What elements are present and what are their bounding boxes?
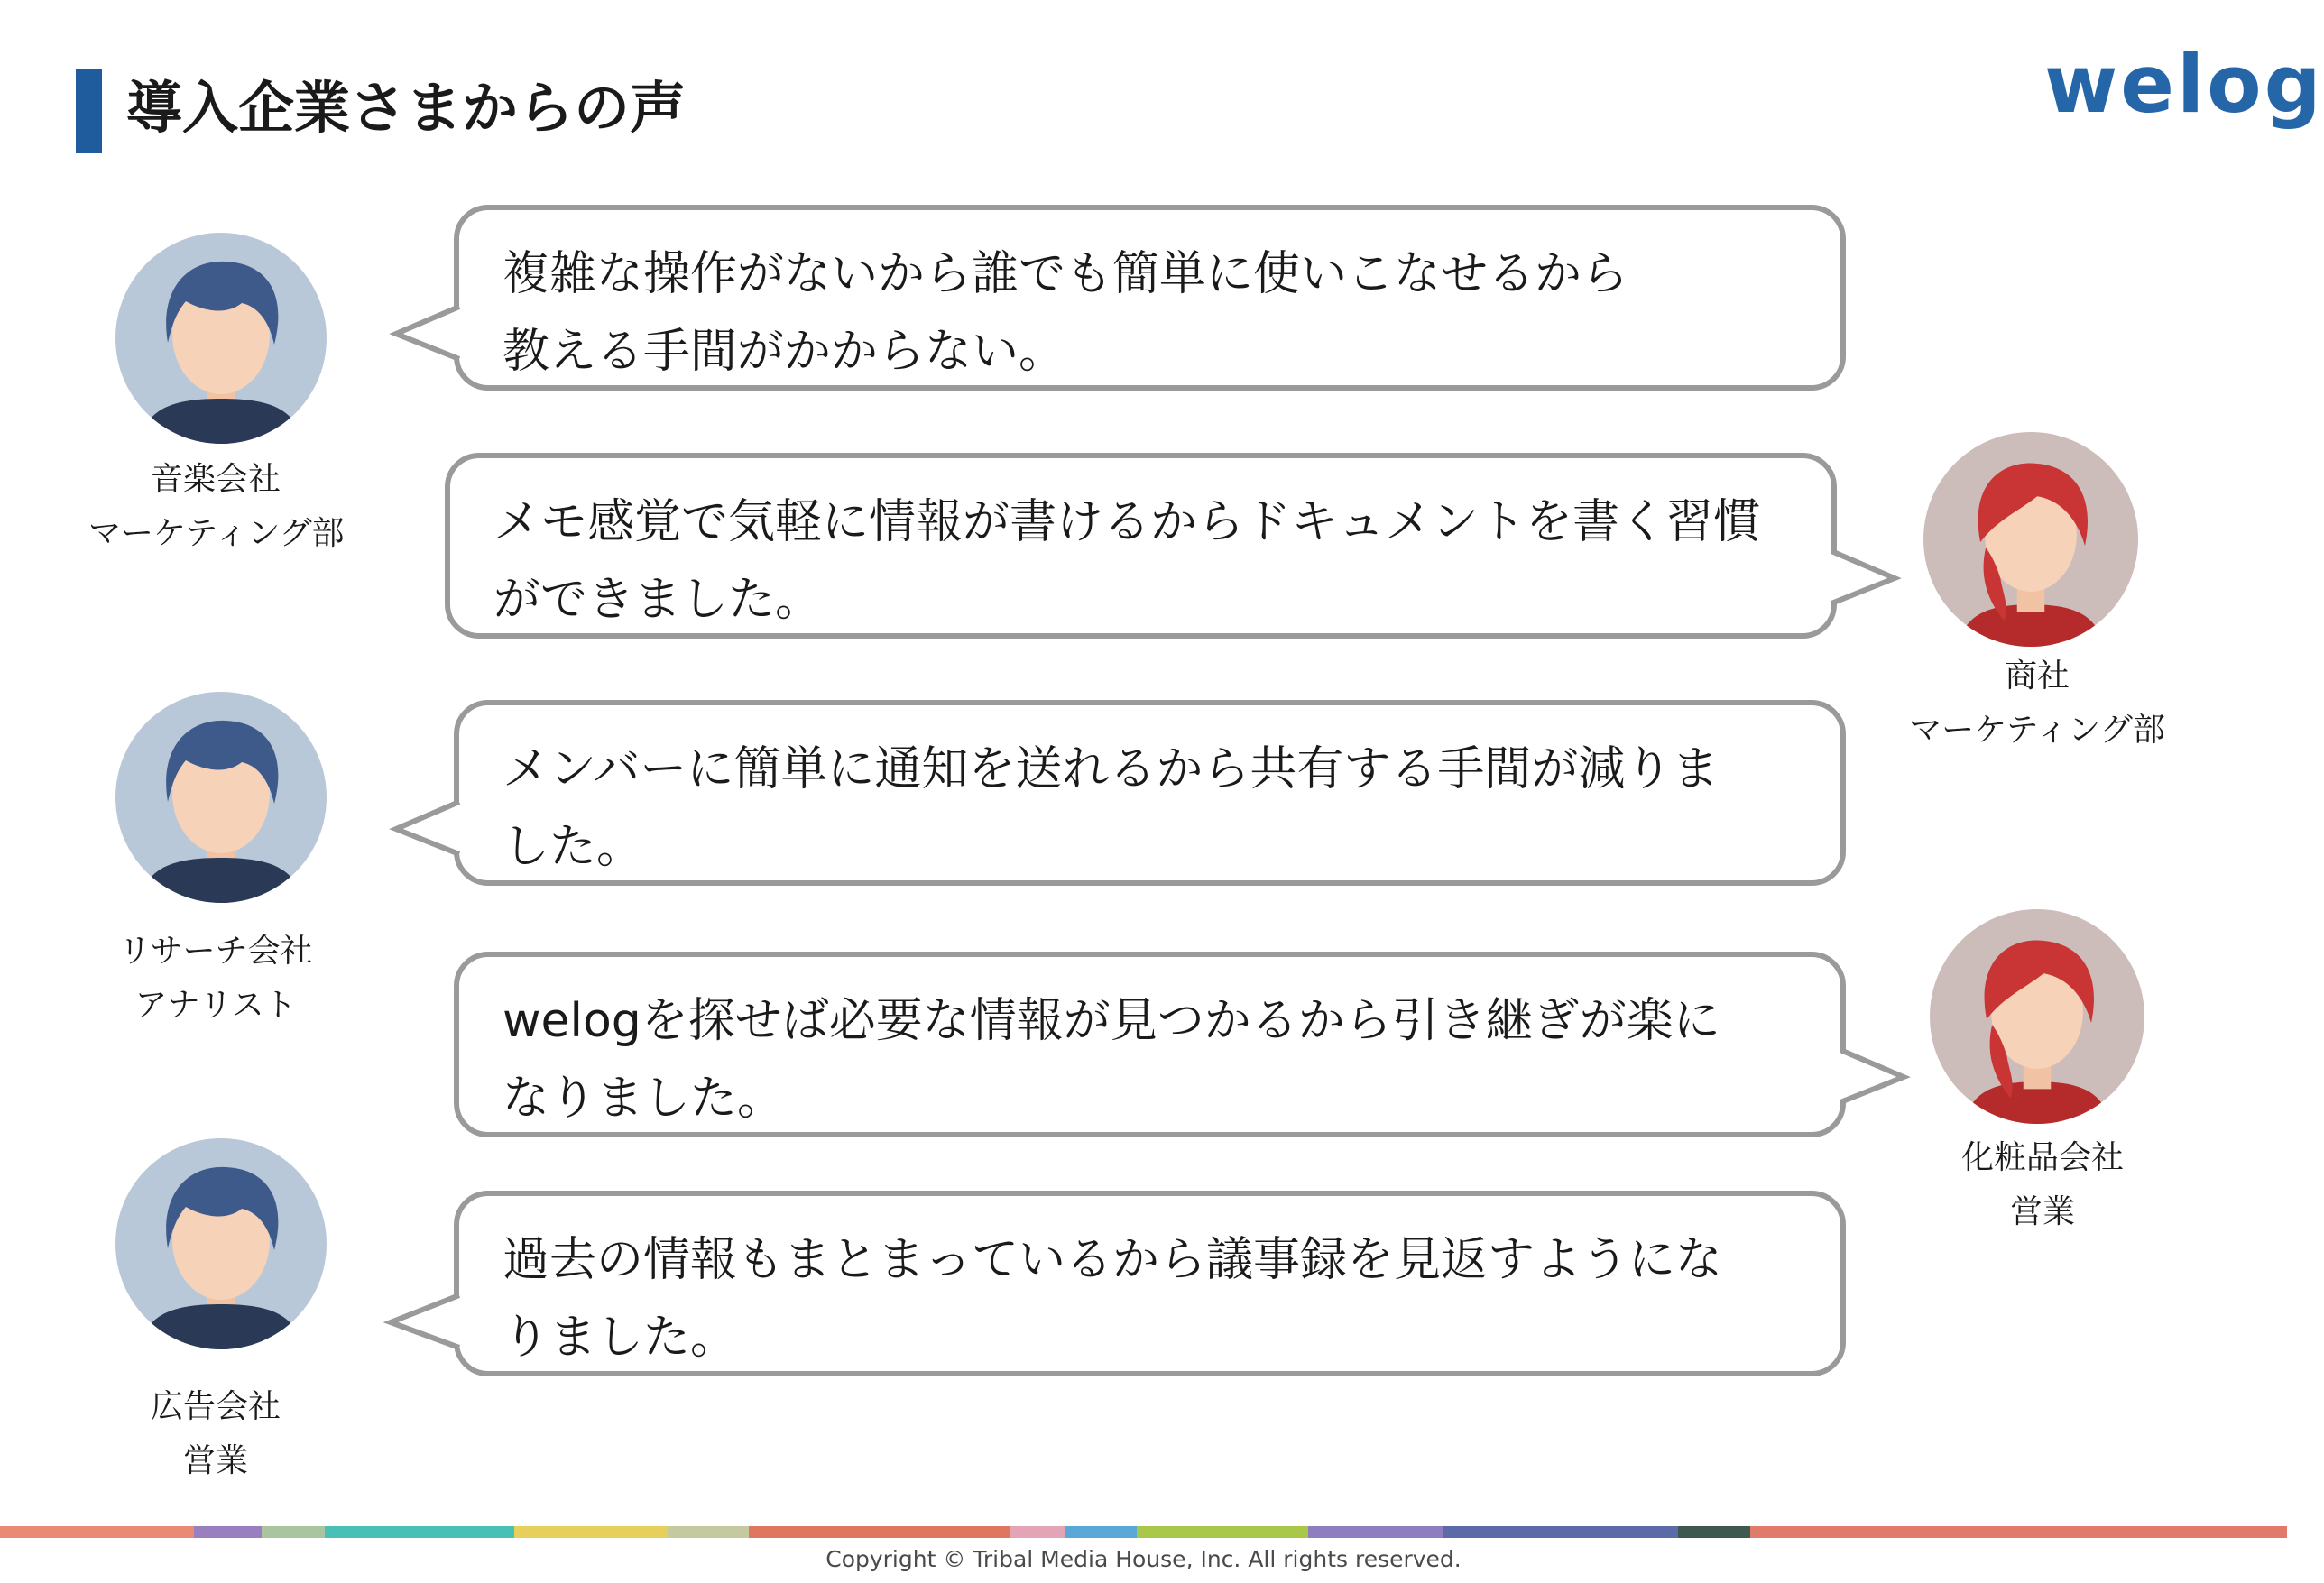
testimonial-line: ができました。	[493, 573, 823, 627]
stripe-segment	[514, 1526, 668, 1538]
testimonial-line: 過去の情報もまとまっているから議事録を見返すようにな	[503, 1233, 1723, 1287]
stripe-segment	[1443, 1526, 1678, 1538]
page-title: 導入企業さまからの声	[126, 75, 687, 141]
stripe-segment	[668, 1526, 749, 1538]
person-role: マーケティング部	[1909, 712, 2165, 749]
stripe-segment	[749, 1526, 1010, 1538]
female-avatar-icon	[1930, 909, 2144, 1124]
stripe-segment	[1750, 1526, 2287, 1538]
person-company: 化粧品会社	[1960, 1139, 2124, 1176]
testimonial-line: 教える手間がかからない。	[503, 325, 1066, 379]
testimonial-line: メモ感覚で気軽に情報が書けるからドキュメントを書く習慣	[493, 495, 1761, 549]
bubble-tail-right	[1828, 544, 1900, 616]
male-avatar-icon	[115, 1138, 327, 1349]
person-company: 広告会社	[150, 1388, 281, 1425]
stripe-segment	[194, 1526, 262, 1538]
person-company: リサーチ会社	[118, 933, 313, 970]
male-avatar-icon	[115, 233, 327, 444]
person-company: 音楽会社	[150, 461, 281, 498]
person-label	[88, 925, 343, 1033]
bubble-tail-left	[391, 795, 463, 867]
male-avatar-icon	[115, 692, 327, 903]
person-label	[88, 453, 343, 561]
stripe-segment	[325, 1526, 514, 1538]
stripe-segment	[1137, 1526, 1308, 1538]
copyright-text: Copyright © Tribal Media House, Inc. All rights reserved.	[825, 1546, 1462, 1572]
person-label	[88, 1380, 343, 1488]
testimonial-bubble	[454, 205, 1846, 391]
stripe-segment	[0, 1526, 194, 1538]
welog-logo: welog	[2044, 38, 2324, 131]
female-avatar-icon	[1923, 432, 2138, 647]
testimonial-bubble	[454, 700, 1846, 886]
footer-color-stripe	[0, 1526, 2287, 1538]
testimonial-bubble	[454, 952, 1846, 1137]
person-label	[1904, 649, 2171, 758]
stripe-segment	[1308, 1526, 1443, 1538]
testimonial-line: 複雑な操作がないから誰でも簡単に使いこなせるから	[503, 247, 1629, 301]
stripe-segment	[1678, 1526, 1750, 1538]
bubble-tail-left	[391, 299, 463, 372]
testimonial-line: welogを探せば必要な情報が見つかるから引き継ぎが楽に	[503, 994, 1720, 1048]
person-role: マーケティング部	[88, 515, 345, 552]
testimonial-line: メンバーに簡単に通知を送れるから共有する手間が減りま	[503, 742, 1720, 796]
bubble-tail-right	[1837, 1043, 1909, 1115]
testimonial-bubble	[454, 1191, 1846, 1376]
testimonial-bubble	[445, 453, 1837, 639]
stripe-segment	[1010, 1526, 1065, 1538]
person-company: 商社	[2004, 658, 2070, 695]
person-role: アナリスト	[134, 987, 297, 1024]
testimonial-line: なりました。	[503, 1072, 785, 1126]
testimonial-line: りました。	[503, 1311, 738, 1365]
person-role: 営業	[182, 1442, 248, 1479]
title-accent-bar	[76, 69, 102, 153]
person-label	[1909, 1131, 2176, 1239]
stripe-segment	[262, 1526, 325, 1538]
testimonial-line: した。	[503, 820, 644, 874]
stripe-segment	[1065, 1526, 1137, 1538]
person-role: 営業	[2009, 1193, 2075, 1230]
bubble-tail-left	[385, 1288, 463, 1360]
